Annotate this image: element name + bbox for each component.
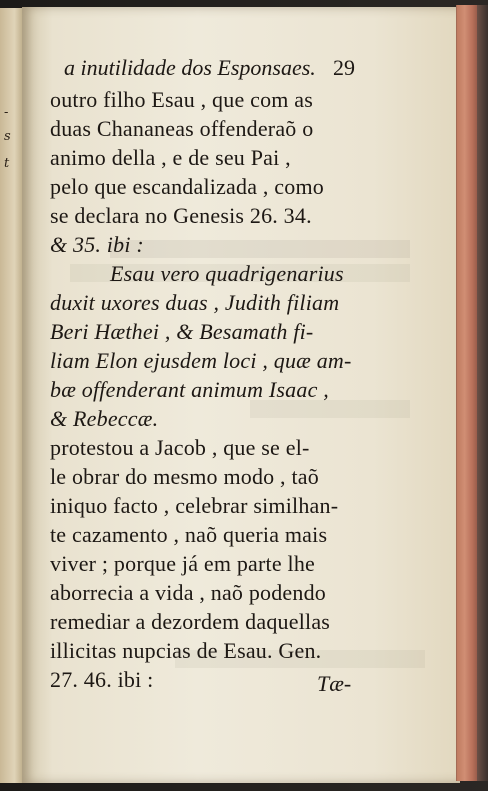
body-line: & 35. ibi :	[50, 232, 144, 257]
body-line: aborrecia a vida , naõ podendo	[50, 580, 326, 605]
quote-line: duxit uxores duas , Judith filiam	[50, 290, 340, 315]
previous-page-glyph: s	[4, 129, 11, 144]
body-line: illicitas nupcias de Esau. Gen.	[50, 638, 322, 663]
quote-line: Beri Hæthei , & Besamath fi-	[50, 319, 314, 344]
quote-line: bæ offenderant animum Isaac ,	[50, 377, 329, 402]
previous-page-glyph: t	[4, 156, 10, 171]
body-line: le obrar do mesmo modo , taõ	[50, 464, 319, 489]
quote-line: liam Elon ejusdem loci , quæ am-	[50, 348, 352, 373]
body-line: 27. 46. ibi :	[50, 667, 154, 692]
body-line: viver ; porque já em parte lhe	[50, 551, 316, 576]
body-line: protestou a Jacob , que se el-	[50, 435, 310, 460]
body-line: remediar a dezordem daquellas	[50, 609, 331, 634]
body-line: duas Chananeas offenderaõ o	[50, 116, 314, 141]
body-line: iniquo facto , celebrar similhan-	[50, 493, 339, 518]
page-edge	[456, 5, 479, 781]
bleed-through	[110, 240, 410, 258]
catchword: Tæ-	[317, 671, 352, 696]
body-line: se declara no Genesis 26. 34.	[50, 203, 312, 228]
quote-line: Esau vero quadrigenarius	[110, 261, 344, 286]
body-line: animo della , e de seu Pai ,	[50, 145, 291, 170]
page-number: 29	[333, 55, 355, 80]
body-line: outro filho Esau , que com as	[50, 87, 314, 112]
body-line: pelo que escandalizada , como	[50, 174, 324, 199]
page-edge-shadow	[477, 5, 488, 781]
previous-page-glyph: -	[4, 105, 9, 120]
body-line: te cazamento , naõ queria mais	[50, 522, 328, 547]
running-head: a inutilidade dos Esponsaes.	[64, 55, 316, 80]
quote-line: & Rebeccæ.	[50, 406, 159, 431]
